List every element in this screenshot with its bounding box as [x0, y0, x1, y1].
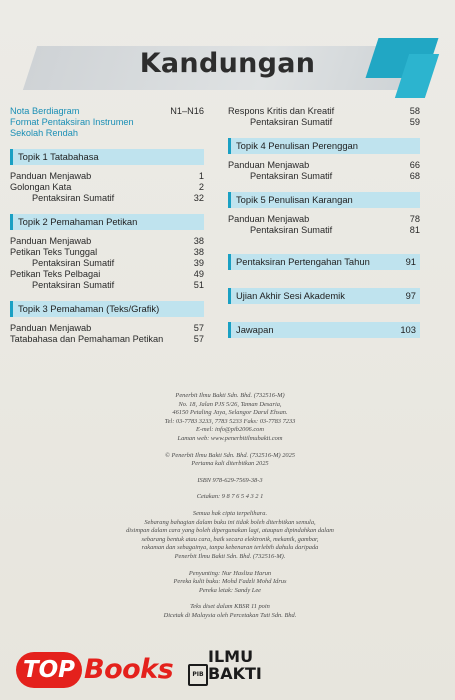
toc-page: 49	[193, 269, 204, 279]
toc-page: 78	[409, 214, 420, 224]
section-page: 91	[405, 256, 416, 267]
toc-page: 57	[193, 334, 204, 344]
pib-logo-line1: ILMU	[208, 647, 254, 666]
publisher-imprint	[110, 392, 350, 620]
toc-page: 38	[193, 236, 204, 246]
topbooks-logo-top: TOP	[16, 652, 82, 688]
toc-label: Petikan Teks Pelbagai	[10, 269, 101, 279]
pib-mark: PIB	[188, 664, 208, 686]
toc-label: Pentaksiran Sumatif	[250, 171, 333, 181]
toc-row	[228, 171, 420, 182]
section-title: Jawapan	[236, 324, 274, 335]
toc-page: 1	[198, 171, 204, 181]
cetakan: Cetakan: 9 8 7 6 5 4 3 2 1	[196, 493, 264, 501]
imprint-line: Pereka kulit buku: Mohd Fadzli Mohd Idrus	[173, 578, 287, 586]
toc-page: 2	[198, 182, 204, 192]
toc-label: Panduan Menjawab	[10, 171, 92, 181]
toc-label: Pentaksiran Sumatif	[250, 225, 333, 235]
toc-right-column	[228, 106, 420, 344]
toc-label: Nota Berdiagram	[10, 106, 80, 116]
toc-left-column	[10, 106, 204, 345]
imprint-line: Pereka letak: Sandy Lee	[198, 586, 262, 594]
toc-page: 38	[193, 247, 204, 257]
imprint-line: Laman web: www.penerbitilmubakti.com	[177, 434, 283, 442]
imprint-line: Penerbit Ilmu Bakti Sdn. Bhd. (732516-M).	[174, 552, 286, 560]
imprint-line: Penyunting: Nur Hasliza Harun	[188, 569, 272, 577]
section-ujian-akhir	[228, 288, 420, 304]
section-jawapan	[228, 322, 420, 338]
toc-page: 57	[193, 323, 204, 333]
imprint-line: © Penerbit Ilmu Bakti Sdn. Bhd. (732516-M) 2025	[165, 451, 295, 459]
toc-page: 59	[409, 117, 420, 127]
section-title: Pentaksiran Pertengahan Tahun	[236, 256, 370, 267]
imprint-line: Semua hak cipta terpelihara.	[192, 509, 268, 517]
section-page: 103	[400, 324, 416, 335]
imprint-line: rakaman dan sebagainya, tanpa kebenaran terlebih dahulu daripada	[141, 544, 319, 552]
toc-row	[10, 258, 204, 269]
imprint-line: Pertama kali diterbitkan 2025	[191, 460, 269, 468]
toc-page: N1–N16	[170, 106, 204, 116]
toc-label: Panduan Menjawab	[10, 236, 92, 246]
toc-label: Pentaksiran Sumatif	[250, 117, 333, 127]
toc-row	[10, 323, 204, 334]
section-topic-1	[10, 149, 204, 165]
toc-row	[10, 247, 204, 258]
section-topic-5	[228, 192, 420, 208]
section-title: Topik 1 Tatabahasa	[18, 151, 99, 162]
imprint-line: No. 18, Jalan PJS 5/26, Taman Desaria,	[178, 400, 282, 408]
toc-label: Format Pentaksiran Instrumen	[10, 117, 134, 127]
toc-label: Panduan Menjawab	[10, 323, 92, 333]
toc-page: 81	[409, 225, 420, 235]
toc-label: Pentaksiran Sumatif	[32, 193, 115, 203]
section-title: Topik 4 Penulisan Perenggan	[236, 140, 358, 151]
imprint-line: sebarang bentuk atau cara, baik secara elektronik, mekanik, gambar,	[141, 535, 319, 543]
toc-page: 39	[193, 258, 204, 268]
toc-row	[10, 171, 204, 182]
section-topic-3	[10, 301, 204, 317]
toc-label: Tatabahasa dan Pemahaman Petikan	[10, 334, 164, 344]
imprint-line: Penerbit Ilmu Bakti Sdn. Bhd. (732516-M)	[175, 392, 285, 399]
toc-label: Pentaksiran Sumatif	[32, 280, 115, 290]
imprint-line: disimpan dalam cara yang boleh dipergunakan lagi, ataupun dipindahkan dalam	[126, 527, 334, 535]
section-title: Ujian Akhir Sesi Akademik	[236, 290, 345, 301]
toc-row	[228, 106, 420, 117]
toc-row	[228, 225, 420, 236]
isbn: ISBN 978-629-7569-38-3	[197, 476, 263, 484]
topbooks-logo-books: Books	[84, 654, 174, 685]
toc-label: Pentaksiran Sumatif	[32, 258, 115, 268]
toc-row	[10, 128, 204, 139]
toc-row	[228, 117, 420, 128]
section-title: Topik 3 Pemahaman (Teks/Grafik)	[18, 303, 160, 314]
toc-row	[228, 214, 420, 225]
imprint-line: E-mel: info@pib2006.com	[196, 426, 264, 434]
toc-page: 51	[193, 280, 204, 290]
toc-page: 58	[409, 106, 420, 116]
section-page: 97	[405, 290, 416, 301]
toc-label: Panduan Menjawab	[228, 214, 310, 224]
toc-row	[228, 160, 420, 171]
pib-logo-line2: BAKTI	[208, 664, 262, 683]
imprint-line: Tel: 03-7783 3233, 7783 5233 Faks: 03-7783 7233	[164, 417, 296, 425]
toc-row	[10, 334, 204, 345]
toc-row	[10, 236, 204, 247]
toc-label: Petikan Teks Tunggal	[10, 247, 98, 257]
toc-row	[10, 280, 204, 291]
section-topic-2	[10, 214, 204, 230]
toc-label: Panduan Menjawab	[228, 160, 310, 170]
toc-label: Golongan Kata	[10, 182, 72, 192]
toc-label: Sekolah Rendah	[10, 128, 78, 138]
imprint-line: Sebarang bahagian dalam buku ini tidak boleh diterbitkan semula,	[144, 518, 316, 526]
toc-page: 66	[409, 160, 420, 170]
imprint-line: Teks diset dalam KBSR 11 poin	[190, 603, 270, 611]
section-title: Topik 5 Penulisan Karangan	[236, 194, 353, 205]
page-title: Kandungan	[139, 48, 316, 79]
ilmu-bakti-logo	[188, 647, 262, 688]
toc-row	[10, 182, 204, 193]
section-topic-4	[228, 138, 420, 154]
section-pentaksiran-pertengahan	[228, 254, 420, 270]
toc-row	[10, 106, 204, 117]
toc-intro	[10, 106, 204, 139]
imprint-line: Dicetak di Malaysia oleh Percetakan Tuti Sdn. Bhd.	[163, 611, 297, 619]
toc-label: Respons Kritis dan Kreatif	[228, 106, 335, 116]
section-title: Topik 2 Pemahaman Petikan	[18, 216, 138, 227]
imprint-line: 46150 Petaling Jaya, Selangor Darul Ehsan.	[172, 409, 288, 417]
toc-row	[10, 193, 204, 204]
toc-row	[10, 117, 204, 128]
toc-row	[10, 269, 204, 280]
toc-page: 32	[193, 193, 204, 203]
toc-page: 68	[409, 171, 420, 181]
page-header	[0, 38, 455, 96]
